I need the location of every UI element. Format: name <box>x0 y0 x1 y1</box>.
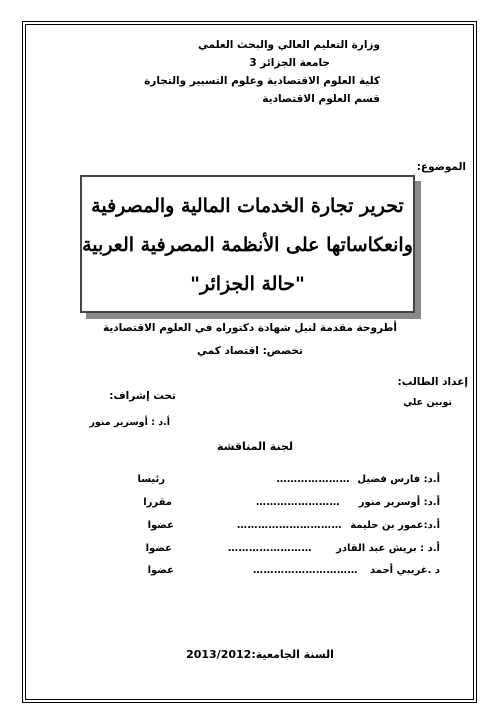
committee-member <box>120 520 440 536</box>
thesis-statement: أطروحة مقدمة لنيل شهادة دكتوراه في العلوم الاقتصادية <box>102 322 398 334</box>
member-role: رئيسا <box>137 474 165 485</box>
member-name: أ.د:عمور بن حليمة <box>350 520 440 531</box>
subject-label: الموضوع: <box>416 161 466 173</box>
title-box <box>80 175 415 313</box>
committee-member <box>120 474 440 490</box>
faculty-name: كلية العلوم الاقتصادية وعلوم التسيير والتجارة <box>144 75 380 87</box>
member-role: مقررا <box>143 497 172 508</box>
member-dots: ………………………… <box>237 520 342 531</box>
thesis-title <box>82 187 413 304</box>
institution-header <box>120 36 380 108</box>
student-label: إعداد الطالب: <box>397 376 468 388</box>
committee-title: لجنة المناقشة <box>216 440 293 453</box>
title-line-2: وانعكاساتها على الأنظمة المصرفية العربية <box>82 234 413 256</box>
supervision-label: تحت إشراف: <box>109 390 176 402</box>
committee-member <box>120 497 440 513</box>
member-dots: ………………… <box>276 474 350 485</box>
committee-member <box>120 565 440 581</box>
member-name: أ.د: فارس فضيل <box>357 474 440 485</box>
member-name: أ.د : بريش عبد القادر <box>336 543 440 554</box>
page-border <box>22 21 477 703</box>
university-name: جامعة الجزائر 3 <box>249 57 330 69</box>
specialty: تخصص: اقتصاد كمي <box>197 345 303 357</box>
member-name: أ.د: أوسرير منور <box>358 497 440 508</box>
member-role: عضوا <box>145 543 172 554</box>
member-name: د .غريبي أحمد <box>369 565 440 576</box>
supervisor-name: أ.د : أوسرير منور <box>89 417 170 428</box>
committee-member <box>120 543 440 559</box>
department-name: قسم العلوم الاقتصادية <box>262 93 380 105</box>
student-name: توبين علي <box>403 397 452 408</box>
member-role: عضوا <box>147 565 174 576</box>
member-dots: ………………………… <box>253 565 358 576</box>
ministry-name: وزارة التعليم العالي والبحث العلمي <box>197 39 380 51</box>
member-role: عضوا <box>147 520 174 531</box>
member-dots: …………………… <box>256 497 340 508</box>
title-line-3: "حالة الجزائر" <box>190 273 305 295</box>
title-line-1: تحرير تجارة الخدمات المالية والمصرفية <box>91 195 404 217</box>
academic-year: السنة الجامعية:2013/2012 <box>186 648 334 661</box>
member-dots: …………………… <box>228 543 312 554</box>
